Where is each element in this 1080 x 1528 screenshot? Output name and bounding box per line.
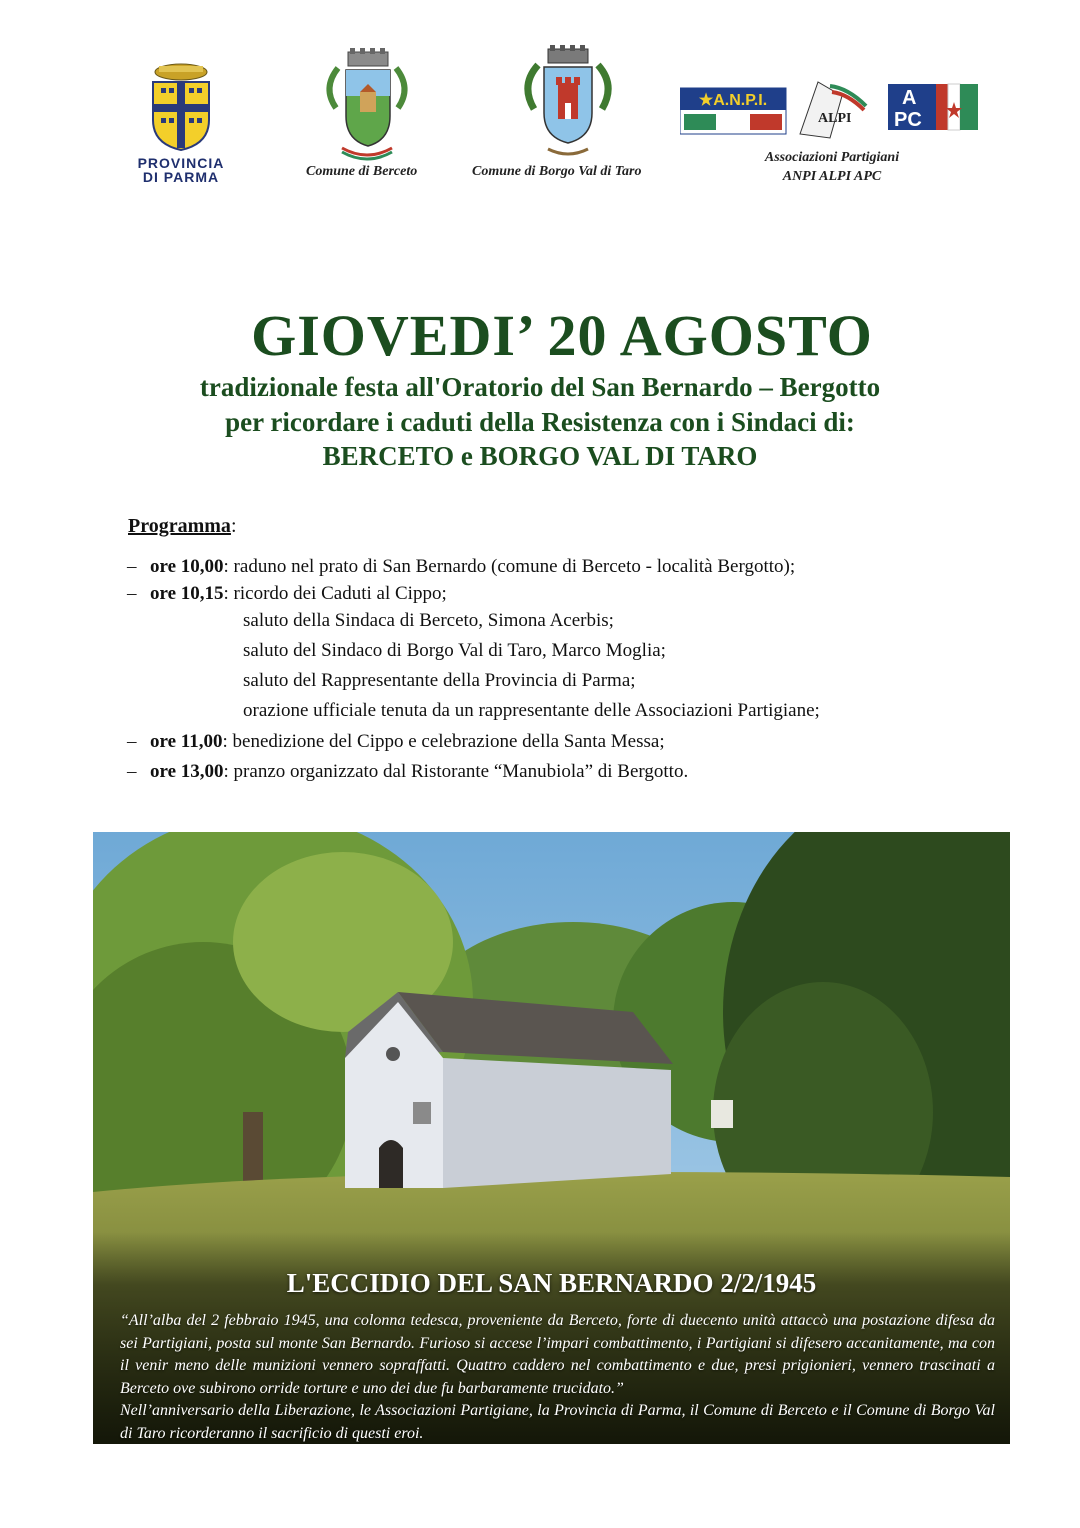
eccidio-closing: Nell’anniversario della Liberazione, le Associazioni Partigiane, la Provincia di Parma, il Comune di Berceto e il Comune di Borgo Val di Taro ricorderanno il sacrificio di questi eroi. <box>120 1402 995 1442</box>
apc-logo <box>888 84 978 131</box>
borgo-crest-icon <box>520 45 616 163</box>
anpi-text: ★A.N.P.I. <box>698 92 768 109</box>
associazioni-partigiani-logos <box>680 76 982 140</box>
program-item: – ore 10,15: ricordo dei Caduti al Cippo; <box>127 583 447 604</box>
programma-heading: Programma: <box>128 515 237 537</box>
program-text: : pranzo organizzato dal Ristorante “Manubiola” di Bergotto. <box>223 761 689 782</box>
program-time: ore 11,00 <box>150 731 223 752</box>
anpi-logo <box>680 88 786 134</box>
eccidio-description <box>120 1310 995 1444</box>
program-sub-item: saluto del Rappresentante della Provincia di Parma; <box>243 670 636 691</box>
event-date-title: GIOVEDI’ 20 AGOSTO <box>251 303 873 368</box>
eccidio-title: L'ECCIDIO DEL SAN BERNARDO 2/2/1945 <box>286 1268 817 1298</box>
borgo-caption: Comune di Borgo Val di Taro <box>472 164 642 179</box>
comune-berceto-crest <box>318 48 416 166</box>
program-text: : benedizione del Cippo e celebrazione della Santa Messa; <box>222 731 665 752</box>
provincia-di-parma-logo <box>125 60 237 185</box>
comune-borgo-val-di-taro-crest <box>520 45 616 163</box>
alpi-text: ALPI <box>818 111 852 126</box>
program-sub-item: saluto del Sindaco di Borgo Val di Taro, Marco Moglia; <box>243 640 666 661</box>
program-text: : raduno nel prato di San Bernardo (comune di Berceto - località Bergotto); <box>223 556 796 577</box>
anpi-alpi-apc-icon <box>680 76 982 140</box>
program-text: : ricordo dei Caduti al Cippo; <box>223 583 447 604</box>
associazioni-caption-line2: ANPI ALPI APC <box>782 169 882 184</box>
program-item: – ore 10,00: raduno nel prato di San Bernardo (comune di Berceto - località Bergotto); <box>127 556 796 577</box>
program-item: – ore 11,00: benedizione del Cippo e celebrazione della Santa Messa; <box>127 731 665 752</box>
apc-text-a: A <box>902 87 917 109</box>
program-time: ore 13,00 <box>150 761 224 782</box>
provincia-logo-text: PROVINCIA DI PARMA <box>137 155 225 185</box>
oratorio-photo <box>93 832 1010 1444</box>
alpi-logo <box>800 82 866 138</box>
berceto-crest-icon <box>318 48 416 166</box>
program-sub-item: orazione ufficiale tenuta da un rappresentante delle Associazioni Partigiane; <box>243 700 820 721</box>
event-subtitle-line3: BERCETO e BORGO VAL DI TARO <box>322 441 758 471</box>
eccidio-quote: “All’alba del 2 febbraio 1945, una colonna tedesca, proveniente da Berceto, forte di duecento unità attaccò una postazione difesa da sei Partigiani, posta sul monte San Bernardo. Furioso si accese l’impari combattimento, i Partigiani si difesero accanitamente, ma con il venir meno delle munizioni vennero sopraffatti. Quattro caddero nel combattimento e due, presi prigionieri, vennero trascinati a Berceto ove subirono orride torture e uno dei due fu barbaramente trucidato.” <box>120 1312 995 1397</box>
event-subtitle-line2: per ricordare i caduti della Resistenza con i Sindaci di: <box>225 407 855 437</box>
berceto-caption: Comune di Berceto <box>306 164 418 179</box>
program-item: – ore 13,00: pranzo organizzato dal Ristorante “Manubiola” di Bergotto. <box>127 761 689 782</box>
associazioni-caption-line1: Associazioni Partigiani <box>764 150 900 165</box>
program-sub-item: saluto della Sindaca di Berceto, Simona Acerbis; <box>243 610 614 631</box>
event-subtitle-line1: tradizionale festa all'Oratorio del San Bernardo – Bergotto <box>199 372 881 402</box>
program-time: ore 10,00 <box>150 556 224 577</box>
associazioni-caption <box>690 148 974 186</box>
provincia-crest-icon <box>125 60 237 156</box>
program-time: ore 10,15 <box>150 583 224 604</box>
apc-text-pc: PC <box>894 109 922 131</box>
